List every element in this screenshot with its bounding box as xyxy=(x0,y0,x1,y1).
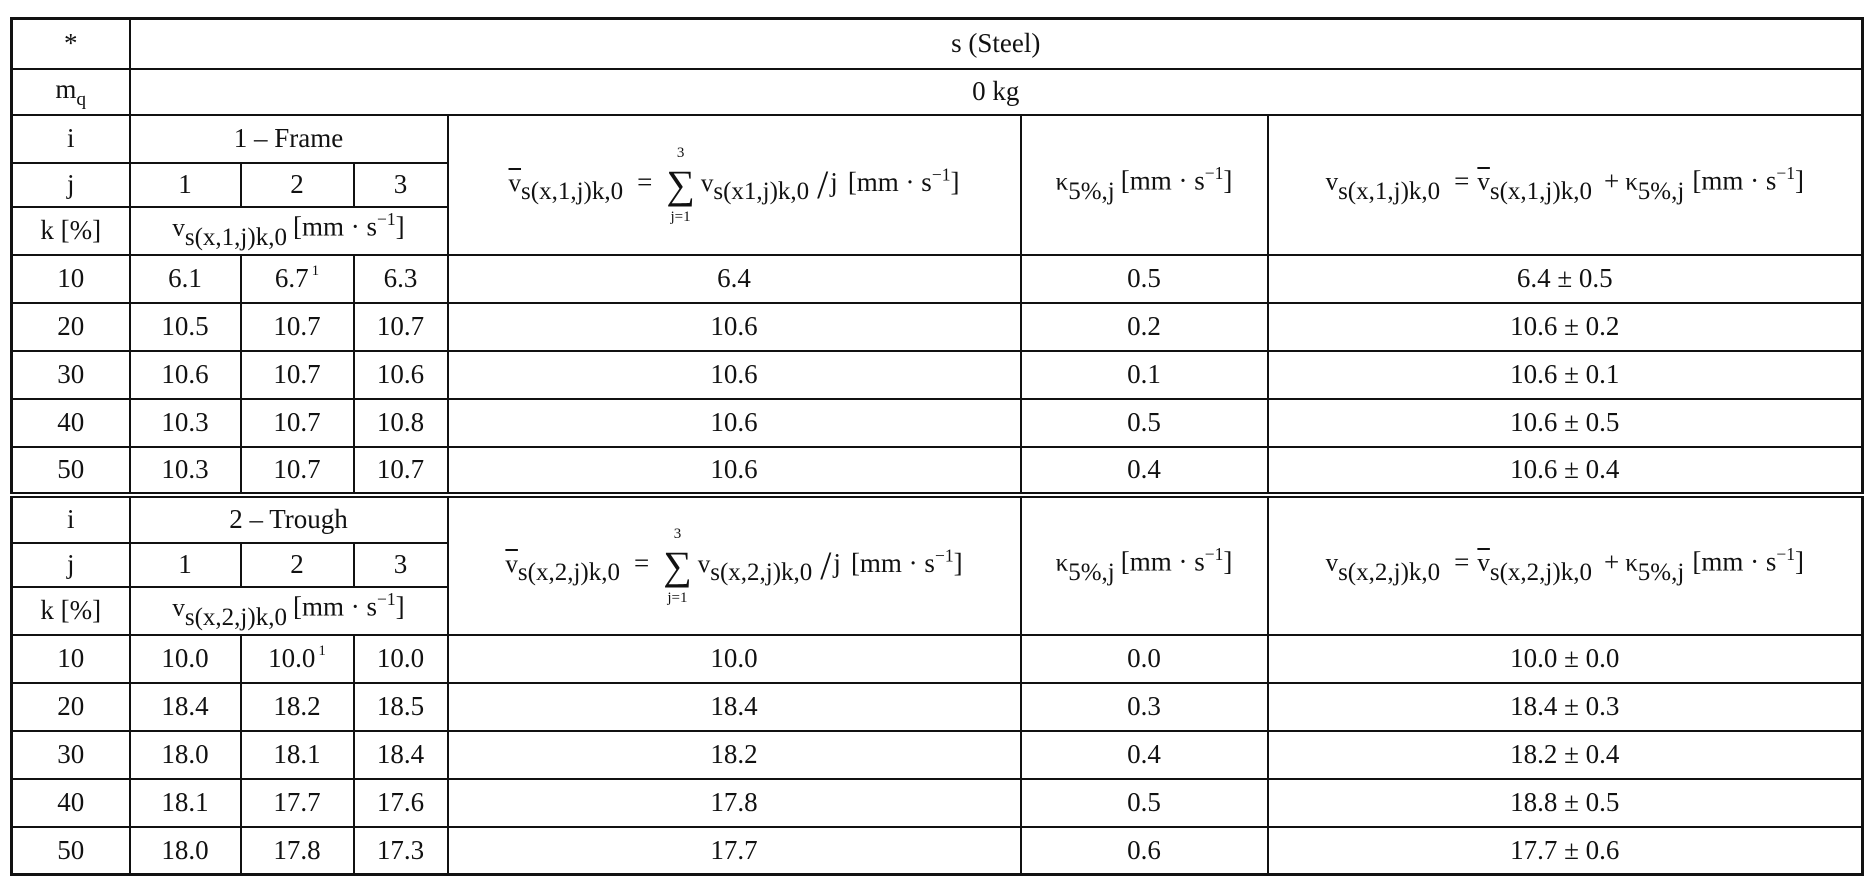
velocity-number: 18.1 xyxy=(273,738,321,769)
equals-sign: = xyxy=(637,166,653,197)
result-value: 10.6 ± 0.1 xyxy=(1268,351,1863,399)
velocity-value xyxy=(130,683,241,731)
velocity-unit-header xyxy=(130,587,448,635)
k-label: k [%] xyxy=(12,207,130,255)
footnote-marker: 1 xyxy=(318,642,326,659)
v-subscript: s(x,1,j)k,0 xyxy=(1338,177,1441,205)
data-row xyxy=(12,351,1863,399)
material-row xyxy=(12,19,1863,69)
k-value: 50 xyxy=(12,447,130,495)
material-cell: s (Steel) xyxy=(130,19,1863,69)
equals-sign: = xyxy=(1454,546,1470,577)
section-header-row xyxy=(12,115,1863,163)
velocity-number: 10.7 xyxy=(273,358,321,389)
velocity-number: 17.3 xyxy=(376,834,425,865)
mq-subscript: q xyxy=(76,88,87,110)
j-value: 3 xyxy=(354,163,448,207)
velocity-number: 18.2 xyxy=(273,690,321,721)
k-value: 10 xyxy=(12,635,130,683)
result-value: 17.7 ± 0.6 xyxy=(1268,827,1863,875)
v-subscript: s(x,1,j)k,0 xyxy=(1489,177,1592,205)
data-row xyxy=(12,779,1863,827)
kappa-symbol: κ xyxy=(1055,168,1069,196)
k-value: 40 xyxy=(12,779,130,827)
footnote-marker: 1 xyxy=(311,262,320,279)
kappa-subscript: 5%,j xyxy=(1068,558,1115,586)
data-row xyxy=(12,683,1863,731)
sum-lower: j=1 xyxy=(667,589,688,606)
kappa-value: 0.0 xyxy=(1021,635,1268,683)
unit-open: [mm · s xyxy=(1120,546,1205,577)
result-value: 18.8 ± 0.5 xyxy=(1268,779,1863,827)
v-subscript: s(x,1,j)k,0 xyxy=(521,178,624,206)
result-value: 18.2 ± 0.4 xyxy=(1268,731,1863,779)
velocity-value xyxy=(130,399,241,447)
velocity-value xyxy=(241,255,354,303)
mean-value: 10.6 xyxy=(448,351,1021,399)
mass-row xyxy=(12,69,1863,115)
velocity-number: 10.7 xyxy=(273,406,321,437)
unit-exponent: −1 xyxy=(376,209,396,230)
sum-operator xyxy=(663,525,692,607)
j-divisor: j xyxy=(830,166,838,197)
unit-exponent: −1 xyxy=(934,545,954,566)
result-value: 18.4 ± 0.3 xyxy=(1268,683,1863,731)
velocity-value xyxy=(354,683,448,731)
velocity-value xyxy=(130,827,241,875)
velocity-number: 18.0 xyxy=(161,834,209,865)
v-bar-symbol: $\overline{v}$ xyxy=(505,550,518,578)
velocity-number: 18.1 xyxy=(161,786,209,817)
k-value: 20 xyxy=(12,303,130,351)
unit-close: ] xyxy=(1223,165,1233,196)
kappa-header xyxy=(1021,495,1268,635)
mean-value: 6.4 xyxy=(448,255,1021,303)
unit-open: [mm · s xyxy=(292,211,377,242)
result-value: 10.6 ± 0.5 xyxy=(1268,399,1863,447)
kappa-header xyxy=(1021,115,1268,255)
velocity-value xyxy=(354,303,448,351)
k-value: 40 xyxy=(12,399,130,447)
v-symbol: v xyxy=(700,169,714,197)
v-symbol: v xyxy=(172,214,185,242)
velocity-number: 10.8 xyxy=(376,406,425,437)
i-label: i xyxy=(12,495,130,543)
unit-open: [mm · s xyxy=(1692,546,1777,577)
unit-close: ] xyxy=(395,591,405,622)
k-value: 20 xyxy=(12,683,130,731)
velocity-value xyxy=(241,779,354,827)
velocity-value xyxy=(130,635,241,683)
kappa-value: 0.4 xyxy=(1021,447,1268,495)
j-label: j xyxy=(12,163,130,207)
plus-sign: + xyxy=(1603,546,1620,577)
sum-operator xyxy=(666,144,695,226)
velocity-value xyxy=(241,351,354,399)
unit-exponent: −1 xyxy=(1776,163,1795,184)
velocity-value xyxy=(241,303,354,351)
i-label: i xyxy=(12,115,130,163)
unit-close: ] xyxy=(1223,546,1233,577)
velocity-number: 10.0 xyxy=(376,642,425,673)
kappa-value: 0.2 xyxy=(1021,303,1268,351)
v-subscript: s(x,2,j)k,0 xyxy=(1489,558,1592,586)
mean-value: 10.6 xyxy=(448,303,1021,351)
unit-exponent: −1 xyxy=(376,589,396,610)
mq-label xyxy=(12,69,130,115)
unit-open: [mm · s xyxy=(847,166,932,197)
velocity-value xyxy=(130,351,241,399)
velocity-number: 18.4 xyxy=(376,738,425,769)
velocity-number: 10.5 xyxy=(161,310,209,341)
star-cell: * xyxy=(12,19,130,69)
j-value: 3 xyxy=(354,543,448,587)
result-value: 6.4 ± 0.5 xyxy=(1268,255,1863,303)
velocity-value xyxy=(130,303,241,351)
unit-open: [mm · s xyxy=(1120,165,1205,196)
velocity-value xyxy=(241,399,354,447)
k-value: 30 xyxy=(12,731,130,779)
section-title: 2 – Trough xyxy=(130,495,448,543)
velocity-number: 10.7 xyxy=(376,453,425,484)
velocity-value xyxy=(241,635,354,683)
equals-sign: = xyxy=(633,547,650,578)
kappa-subscript: 5%,j xyxy=(1068,177,1115,205)
kappa-value: 0.1 xyxy=(1021,351,1268,399)
division-slash: / xyxy=(817,161,829,207)
v-symbol: v xyxy=(172,594,185,622)
kappa-symbol: κ xyxy=(1625,168,1638,196)
mean-value: 17.8 xyxy=(448,779,1021,827)
velocity-value xyxy=(130,731,241,779)
velocity-value xyxy=(130,447,241,495)
j-label: j xyxy=(12,543,130,587)
velocity-number: 10.7 xyxy=(376,310,425,341)
kappa-symbol: κ xyxy=(1055,549,1069,577)
velocity-value xyxy=(354,827,448,875)
velocity-number: 17.8 xyxy=(273,834,321,865)
data-row xyxy=(12,303,1863,351)
unit-open: [mm · s xyxy=(1692,165,1777,196)
velocity-value xyxy=(241,731,354,779)
mean-value: 18.4 xyxy=(448,683,1021,731)
k-value: 10 xyxy=(12,255,130,303)
data-row xyxy=(12,635,1863,683)
j-value: 1 xyxy=(130,163,241,207)
unit-exponent: −1 xyxy=(931,164,951,185)
unit-close: ] xyxy=(950,166,960,197)
velocity-number: 10.3 xyxy=(161,406,209,437)
v-subscript: s(x,2,j)k,0 xyxy=(1338,558,1441,586)
v-subscript: s(x,1,j)k,0 xyxy=(184,223,287,251)
mean-value: 10.6 xyxy=(448,399,1021,447)
mq-symbol: m xyxy=(55,73,77,104)
velocity-value xyxy=(354,255,448,303)
velocity-value xyxy=(241,827,354,875)
kappa-value: 0.5 xyxy=(1021,399,1268,447)
j-value: 1 xyxy=(130,543,241,587)
data-row xyxy=(12,447,1863,495)
j-divisor: j xyxy=(833,547,841,578)
data-row xyxy=(12,731,1863,779)
result-value: 10.6 ± 0.4 xyxy=(1268,447,1863,495)
velocity-number: 6.7 xyxy=(274,262,309,293)
mean-value: 17.7 xyxy=(448,827,1021,875)
velocity-number: 18.4 xyxy=(161,690,209,721)
kappa-symbol: κ xyxy=(1625,549,1638,577)
k-value: 50 xyxy=(12,827,130,875)
mean-value: 18.2 xyxy=(448,731,1021,779)
sum-upper: 3 xyxy=(676,144,685,161)
v-bar-symbol: $\overline{v}$ xyxy=(1477,549,1490,577)
velocity-number: 10.7 xyxy=(273,310,321,341)
velocity-value xyxy=(130,255,241,303)
unit-exponent: −1 xyxy=(1776,544,1795,565)
velocity-value xyxy=(354,399,448,447)
unit-close: ] xyxy=(1794,546,1804,577)
result-value: 10.0 ± 0.0 xyxy=(1268,635,1863,683)
unit-close: ] xyxy=(953,547,963,578)
mean-value: 10.0 xyxy=(448,635,1021,683)
v-symbol: v xyxy=(1325,549,1339,577)
v-symbol: v xyxy=(1325,168,1339,196)
mean-formula-header xyxy=(448,115,1021,255)
result-formula-header xyxy=(1268,115,1863,255)
unit-close: ] xyxy=(395,211,405,242)
kappa-value: 0.4 xyxy=(1021,731,1268,779)
kappa-subscript: 5%,j xyxy=(1637,177,1685,205)
velocity-value xyxy=(241,447,354,495)
result-value: 10.6 ± 0.2 xyxy=(1268,303,1863,351)
velocity-number: 10.6 xyxy=(161,358,209,389)
division-slash: / xyxy=(820,542,832,588)
v-subscript: s(x,2,j)k,0 xyxy=(710,559,813,587)
plus-sign: + xyxy=(1603,165,1620,196)
kappa-value: 0.5 xyxy=(1021,779,1268,827)
v-bar-symbol: $\overline{v}$ xyxy=(1477,168,1490,196)
velocity-value xyxy=(354,447,448,495)
mass-value: 0 kg xyxy=(130,69,1863,115)
section-title: 1 – Frame xyxy=(130,115,448,163)
data-row xyxy=(12,827,1863,875)
velocity-value xyxy=(354,731,448,779)
results-table xyxy=(10,17,1864,876)
sigma-icon: ∑ xyxy=(663,542,692,588)
result-formula-header xyxy=(1268,495,1863,635)
kappa-value: 0.6 xyxy=(1021,827,1268,875)
kappa-value: 0.3 xyxy=(1021,683,1268,731)
v-subscript: s(x1,j)k,0 xyxy=(713,178,810,206)
sum-upper: 3 xyxy=(673,525,682,542)
velocity-value xyxy=(354,635,448,683)
velocity-value xyxy=(241,683,354,731)
velocity-number: 10.6 xyxy=(376,358,425,389)
velocity-number: 6.1 xyxy=(168,262,202,293)
kappa-value: 0.5 xyxy=(1021,255,1268,303)
velocity-number: 18.0 xyxy=(161,738,209,769)
velocity-unit-header xyxy=(130,207,448,255)
velocity-number: 6.3 xyxy=(383,262,418,293)
v-symbol: v xyxy=(697,550,711,578)
j-value: 2 xyxy=(241,543,354,587)
velocity-number: 10.3 xyxy=(161,453,209,484)
velocity-number: 18.5 xyxy=(376,690,425,721)
velocity-number: 10.0 xyxy=(161,642,209,673)
section-header-row xyxy=(12,495,1863,543)
velocity-number: 17.7 xyxy=(273,786,321,817)
j-value: 2 xyxy=(241,163,354,207)
mean-formula-header xyxy=(448,495,1021,635)
mean-value: 10.6 xyxy=(448,447,1021,495)
unit-open: [mm · s xyxy=(292,591,377,622)
v-subscript: s(x,2,j)k,0 xyxy=(517,559,620,587)
sum-lower: j=1 xyxy=(670,208,691,225)
velocity-value xyxy=(354,351,448,399)
k-label: k [%] xyxy=(12,587,130,635)
v-subscript: s(x,2,j)k,0 xyxy=(184,603,287,631)
data-row xyxy=(12,399,1863,447)
unit-close: ] xyxy=(1794,165,1804,196)
unit-exponent: −1 xyxy=(1204,163,1224,184)
data-row xyxy=(12,255,1863,303)
velocity-value xyxy=(130,779,241,827)
k-value: 30 xyxy=(12,351,130,399)
velocity-value xyxy=(354,779,448,827)
equals-sign: = xyxy=(1454,165,1470,196)
unit-exponent: −1 xyxy=(1204,544,1224,565)
sigma-icon: ∑ xyxy=(666,161,695,207)
velocity-number: 17.6 xyxy=(376,786,425,817)
velocity-number: 10.0 xyxy=(268,642,316,673)
unit-open: [mm · s xyxy=(850,547,935,578)
v-bar-symbol: $\overline{v}$ xyxy=(508,169,522,197)
kappa-subscript: 5%,j xyxy=(1637,558,1685,586)
velocity-number: 10.7 xyxy=(273,453,321,484)
